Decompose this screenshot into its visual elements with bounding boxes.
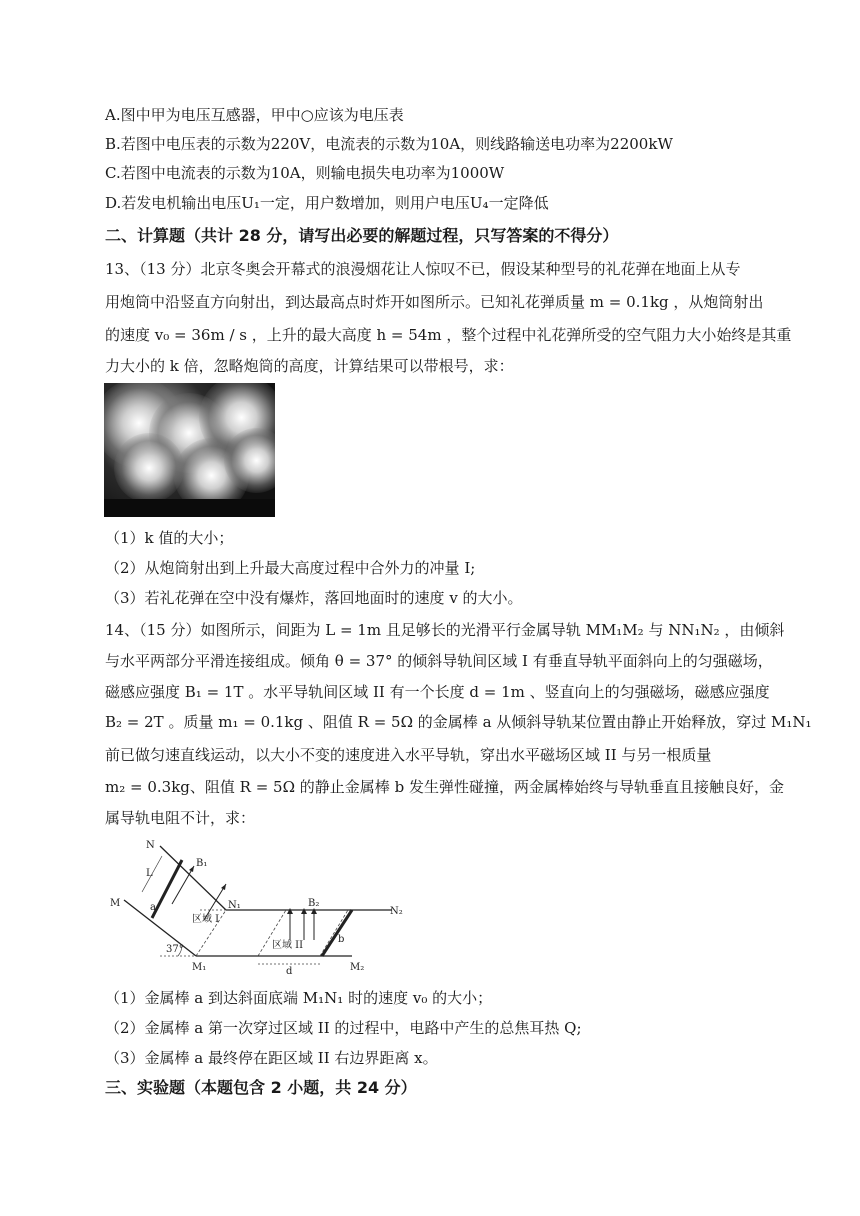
q13-sub2: （2）从炮筒射出到上升最大高度过程中合外力的冲量 I; <box>105 559 476 577</box>
q13-line2: 用炮筒中沿竖直方向射出，到达最高点时炸开如图所示。已知礼花弹质量 m = 0.1kg ，从炮筒射出 <box>105 293 764 311</box>
q14-line3: 磁感应强度 B₁ = 1T 。水平导轨间区域 II 有一个长度 d = 1m 、竖直向上的匀强磁场，磁感应强度 <box>105 683 770 701</box>
q13-sub1: （1）k 值的大小； <box>105 529 234 547</box>
section3-title: 三、实验题（本题包含 2 小题，共 24 分） <box>105 1078 417 1097</box>
label-M2: M₂ <box>350 962 365 973</box>
fireworks-photo <box>104 383 275 517</box>
label-d: d <box>286 966 293 977</box>
q14-line5: 前已做匀速直线运动，以大小不变的速度进入水平导轨，穿出水平磁场区域 II 与另一根质量 <box>105 746 712 764</box>
label-a: a <box>150 902 156 913</box>
label-M1: M₁ <box>192 962 207 973</box>
q14-line6: m₂ = 0.3kg、阻值 R = 5Ω 的静止金属棒 b 发生弹性碰撞，两金属棒始终与导轨垂直且接触良好，金 <box>105 778 784 796</box>
rail-diagram-svg <box>100 836 410 978</box>
label-B1: B₁ <box>196 858 208 869</box>
q14-line2: 与水平两部分平滑连接组成。倾角 θ = 37° 的倾斜导轨间区域 I 有垂直导轨平面斜向上的匀强磁场， <box>105 652 773 670</box>
option-b: B.若图中电压表的示数为220V，电流表的示数为10A，则线路输送电功率为2200kW <box>105 135 673 153</box>
label-region1: 区域 I <box>192 914 220 925</box>
label-b: b <box>338 934 345 945</box>
option-c: C.若图中电流表的示数为10A，则输电损失电功率为1000W <box>105 164 505 182</box>
q14-line1: 14、（15 分）如图所示，间距为 L = 1m 且足够长的光滑平行金属导轨 MM₁M₂ 与 NN₁N₂ ，由倾斜 <box>105 621 785 639</box>
rail-diagram <box>100 836 410 978</box>
q13-line3: 的速度 v₀ = 36m / s ，上升的最大高度 h = 54m ，整个过程中礼花弹所受的空气阻力大小始终是其重 <box>105 326 792 344</box>
q14-line4: B₂ = 2T 。质量 m₁ = 0.1kg 、阻值 R = 5Ω 的金属棒 a 从倾斜导轨某位置由静止开始释放，穿过 M₁N₁ <box>105 713 812 731</box>
label-N2: N₂ <box>390 906 403 917</box>
label-N1: N₁ <box>228 900 241 911</box>
q14-sub3: （3）金属棒 a 最终停在距区域 II 右边界距离 x。 <box>105 1049 438 1067</box>
q14-sub1: （1）金属棒 a 到达斜面底端 M₁N₁ 时的速度 v₀ 的大小； <box>105 989 493 1007</box>
option-a: A.图中甲为电压互感器，甲中○应该为电压表 <box>105 106 404 124</box>
label-N: N <box>146 840 155 851</box>
q13-sub3: （3）若礼花弹在空中没有爆炸，落回地面时的速度 v 的大小。 <box>105 589 523 607</box>
label-B2: B₂ <box>308 898 320 909</box>
q14-sub2: （2）金属棒 a 第一次穿过区域 II 的过程中，电路中产生的总焦耳热 Q; <box>105 1019 582 1037</box>
label-L: L <box>146 868 153 879</box>
q14-line7: 属导轨电阻不计，求： <box>105 809 256 827</box>
label-M: M <box>110 898 121 909</box>
label-angle: 37° <box>166 944 184 955</box>
section2-title: 二、计算题（共计 28 分，请写出必要的解题过程，只写答案的不得分） <box>105 226 619 245</box>
option-d: D.若发电机输出电压U₁一定，用户数增加，则用户电压U₄一定降低 <box>105 194 549 212</box>
q13-line4: 力大小的 k 倍，忽略炮筒的高度，计算结果可以带根号，求： <box>105 357 514 375</box>
q13-line1: 13、（13 分）北京冬奥会开幕式的浪漫烟花让人惊叹不已，假设某种型号的礼花弹在地面上从专 <box>105 260 741 278</box>
label-region2: 区域 II <box>272 940 304 951</box>
